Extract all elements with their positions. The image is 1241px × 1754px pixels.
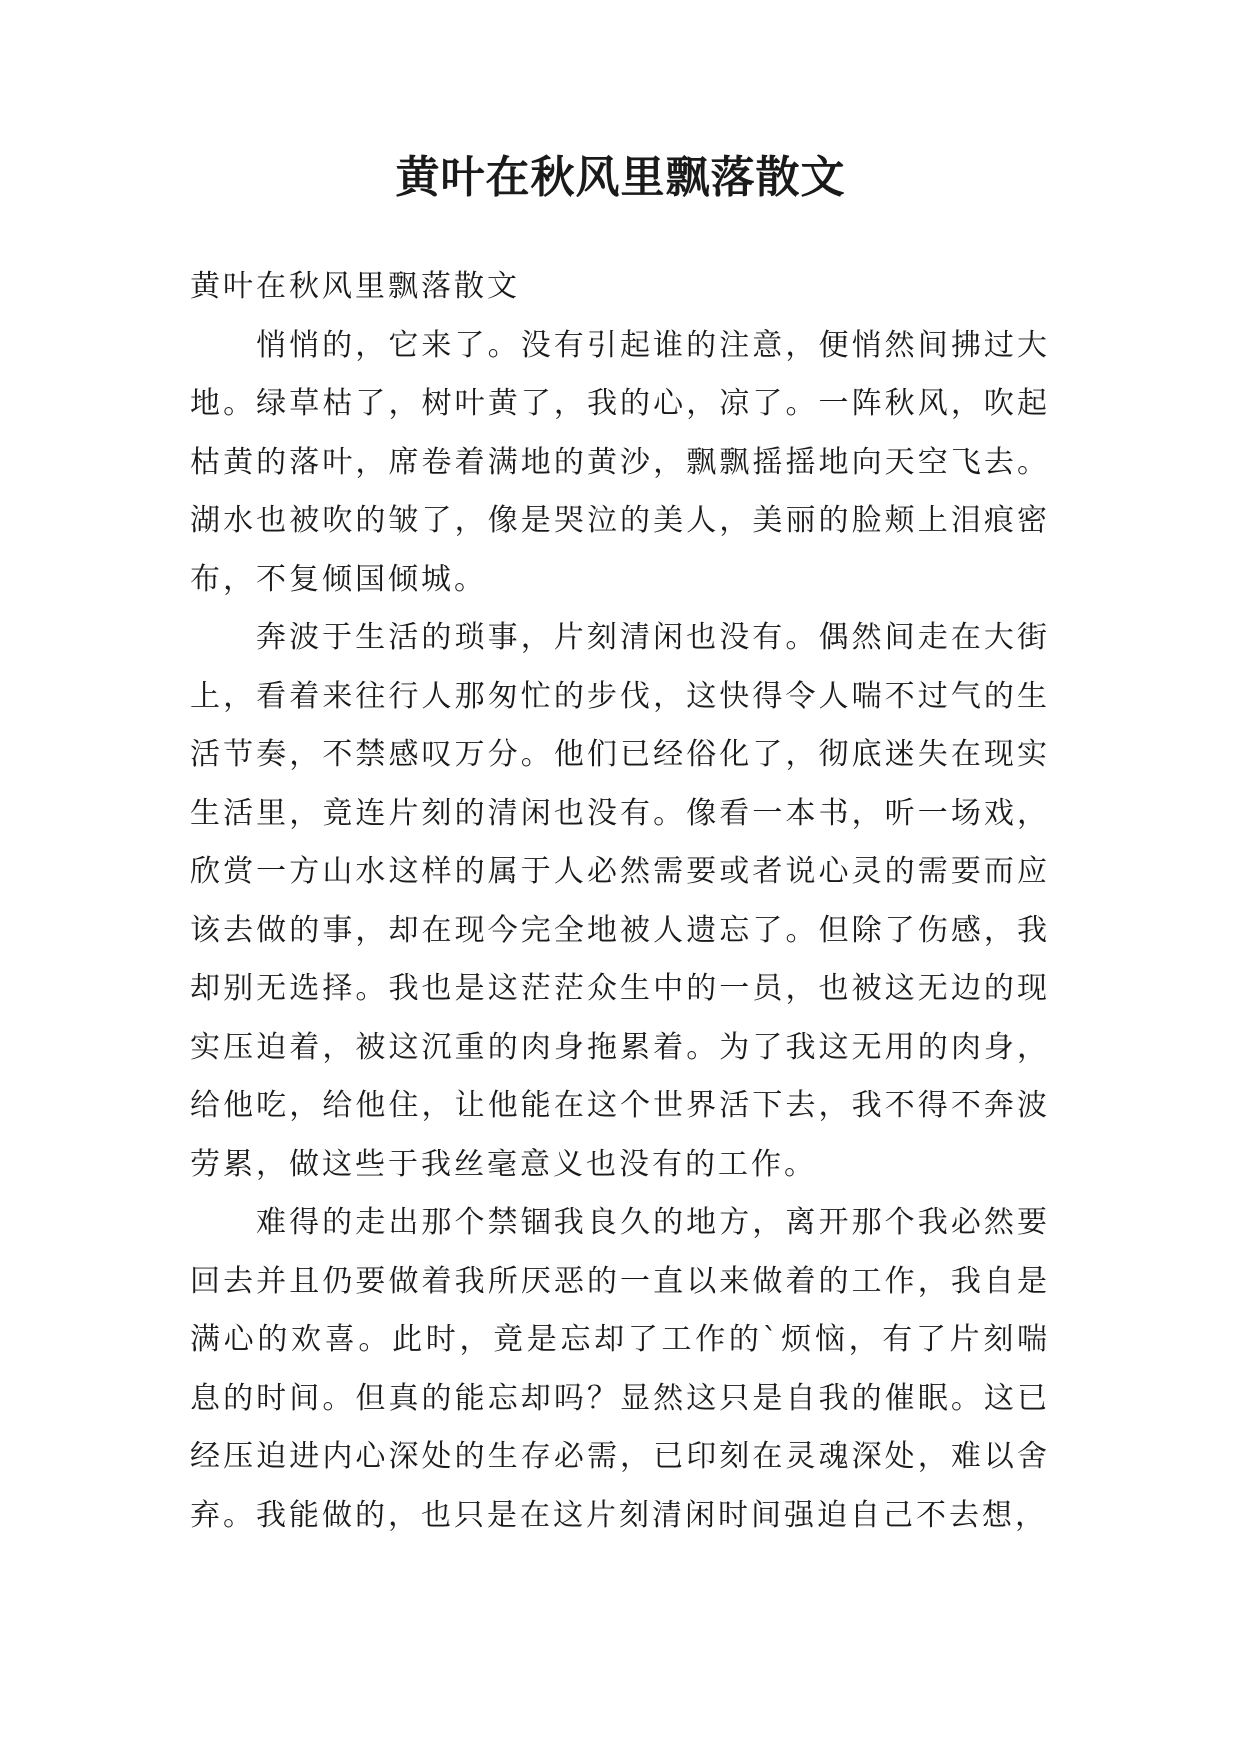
paragraph-3: 难得的走出那个禁锢我良久的地方，离开那个我必然要回去并且仍要做着我所厌恶的一直以来做着的工作，我自是满心的欢喜。此时，竟是忘却了工作的`烦恼，有了片刻喘息的时间。但真的能忘却吗？显然这只是自我的催眠。这已经压迫进内心深处的生存必需，已印刻在灵魂深处，难以舍弃。我能做的，也只是在这片刻清闲时间强迫自己不去想， [190, 1205, 1050, 1533]
paragraph-1: 悄悄的，它来了。没有引起谁的注意，便悄然间拂过大地。绿草枯了，树叶黄了，我的心，凉了。一阵秋风，吹起枯黄的落叶，席卷着满地的黄沙，飘飘摇摇地向天空飞去。湖水也被吹的皱了，像是哭泣的美人，美丽的脸颊上泪痕密布，不复倾国倾城。 [190, 327, 1050, 597]
document-body [190, 258, 1050, 1545]
document-title: 黄叶在秋风里飘落散文 [395, 152, 846, 203]
paragraph-2: 奔波于生活的琐事，片刻清闲也没有。偶然间走在大街上，看着来往行人那匆忙的步伐，这快得令人喘不过气的生活节奏，不禁感叹万分。他们已经俗化了，彻底迷失在现实生活里，竟连片刻的清闲也没有。像看一本书，听一场戏，欣赏一方山水这样的属于人必然需要或者说心灵的需要而应该去做的事，却在现今完全地被人遗忘了。但除了伤感，我却别无选择。我也是这茫茫众生中的一员，也被这无边的现实压迫着，被这沉重的肉身拖累着。为了我这无用的肉身，给他吃，给他住，让他能在这个世界活下去，我不得不奔波劳累，做这些于我丝毫意义也没有的工作。 [190, 620, 1050, 1182]
document-subtitle: 黄叶在秋风里飘落散文 [190, 269, 520, 304]
